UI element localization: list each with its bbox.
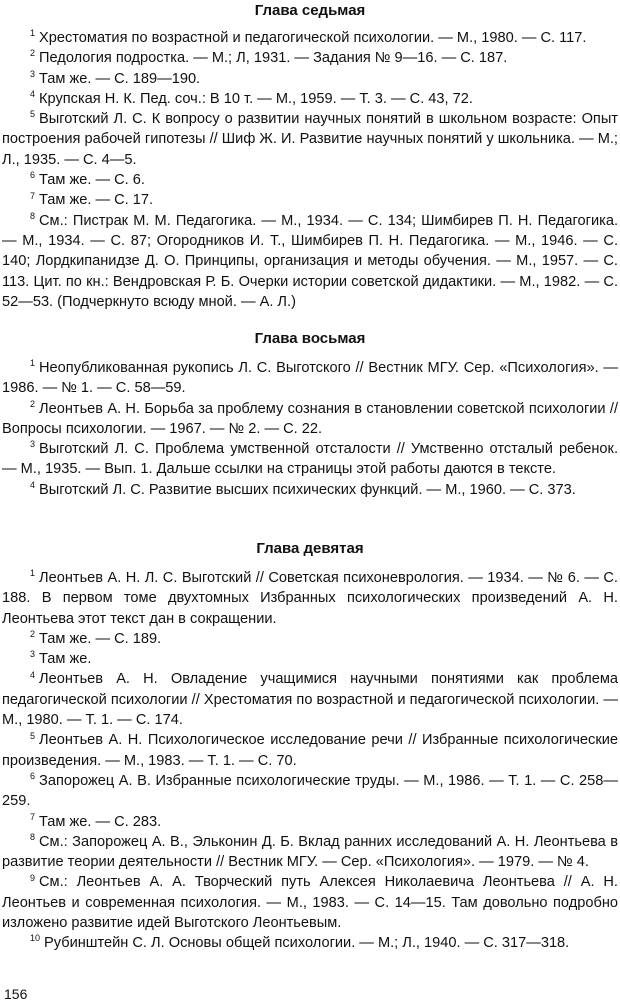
footnote-text: Там же. — С. 17. [39,192,154,209]
footnote-number: 2 [30,48,36,59]
footnote-number: 2 [30,398,36,409]
chapter-title: Глава девятая [256,540,364,557]
chapter-title: Глава восьмая [254,330,366,347]
footnote [2,48,618,68]
footnote [2,812,618,832]
footnote-text: Педология подростка. — М.; Л, 1931. — Задания № 9—16. — С. 187. [39,50,508,67]
footnote-number: 6 [30,170,36,181]
footnote-list [2,358,618,500]
chapter-eight [2,330,618,500]
footnote [2,399,618,440]
footnote-text: Там же. — С. 189—190. [39,70,201,87]
footnote [2,730,618,771]
footnote-number: 3 [30,68,36,79]
footnote-number: 4 [30,89,36,100]
footnote [2,832,618,873]
footnote-number: 9 [30,872,36,883]
footnote-text: См.: Запорожец А. В., Эльконин Д. Б. Вклад ранних исследований А. Н. Леонтьева в развитие теории деятельности // Вестник МГУ. — Сер. «Психология». — 1979. — № 4. [2,833,618,871]
footnote-text: См.: Пистрак М. М. Педагогика. — М., 1934. — С. 134; Шимбирев П. Н. Педагогика. — М., 1934. — С. 87; Огородников И. Т., Шимбирев П. Н. Педагогика. — М., 1946. — С. 140; Лордкипанидзе Д. О. Принципы, организация и методы обучения. — М., 1957. — С. 113. Цит. по кн.: Вендровская Р. Б. Очерки истории советской дидактики. — М., 1982. — С. 52—53. (Подчеркнуто всюду мной. — А. Л.) [2,212,618,310]
footnote-text: Запорожец А. В. Избранные психологические труды. — М., 1986. — Т. 1. — С. 258—259. [2,772,618,810]
footnote [2,933,618,953]
footnote-number: 8 [30,210,36,221]
footnote [2,358,618,399]
footnote-text: Выготский Л. С. К вопросу о развитии научных понятий в школьном возрасте: Опыт построения рабочей гипотезы // Шиф Ж. И. Развитие научных понятий у школьника. — М.; Л., 1935. — С. 4—5. [2,111,618,168]
footnote-text: Неопубликованная рукопись Л. С. Выготского // Вестник МГУ. Сер. «Психология». — 1986. — № 1. — С. 58—59. [2,360,618,397]
footnote-text: См.: Леонтьев А. А. Творческий путь Алексея Николаевича Леонтьева // А. Н. Леонтьев и современная психология. — М., 1983. — С. 14—15. Там довольно подробно изложено развитие идей Выготского Леонтьевым. [2,874,618,932]
footnote [2,568,618,629]
footnote-text: Леонтьев А. Н. Овладение учащимися научными понятиями как проблема педагогической психологии // Хрестоматия по возрастной и педагогической психологии. — М., 1980. — Т. 1. — С. 174. [2,671,618,729]
footnote-number: 8 [30,832,36,842]
footnote-text: Рубинштейн С. Л. Основы общей психологии. — М.; Л., 1940. — С. 317—318. [44,935,570,952]
footnote-text: Там же. [39,651,92,668]
footnote-number: 6 [30,771,36,782]
footnote-number: 1 [30,568,36,579]
footnote-number: 2 [30,629,36,640]
footnote [2,480,618,500]
footnote-text: Там же. — С. 6. [39,172,145,189]
footnote [2,669,618,730]
footnote-number: 1 [30,28,36,39]
footnote [2,190,618,210]
footnote-text: Там же. — С. 189. [39,630,162,647]
footnote-text: Леонтьев А. Н. Борьба за проблему сознания в становлении советской психологии // Вопросы психологии. — 1967. — № 2. — С. 22. [2,400,618,437]
footnote-list [2,568,618,954]
footnote [2,211,618,312]
footnote-number: 5 [30,109,36,120]
footnote [2,28,618,48]
footnote-number: 3 [30,649,36,660]
footnote-text: Выготский Л. С. Развитие высших психических функций. — М., 1960. — С. 373. [39,481,576,498]
footnote [2,771,618,812]
footnote-number: 7 [30,811,36,822]
footnote-number: 5 [30,730,36,741]
footnote [2,89,618,109]
footnote-number: 1 [30,358,36,369]
footnote [2,109,618,170]
footnote-text: Там же. — С. 283. [39,813,162,830]
footnote-number: 4 [30,669,36,680]
footnote [2,170,618,190]
footnote-number: 10 [30,933,41,944]
chapter-nine [2,540,618,954]
footnote-text: Леонтьев А. Н. Л. С. Выготский // Советская психоневрология. — 1934. — № 6. — С. 188. В первом томе двухтомных Избранных психологических произведений А. Н. Леонтьева этот текст дан в сокращении. [2,570,618,627]
footnote-list [2,28,618,312]
page-number: 156 [4,986,28,1002]
footnote [2,629,618,649]
footnote-text: Хрестоматия по возрастной и педагогической психологии. — М., 1980. — С. 117. [39,30,587,46]
footnote-number: 4 [30,479,36,490]
chapter-title: Глава седьмая [254,2,366,19]
footnote [2,69,618,89]
footnote-number: 3 [30,439,36,450]
footnote-text: Выготский Л. С. Проблема умственной отсталости // Умственно отсталый ребенок. — М., 1935. — Вып. 1. Дальше ссылки на страницы этой работы даются в тексте. [2,441,618,478]
footnote-text: Крупская Н. К. Пед. соч.: В 10 т. — М., 1959. — Т. 3. — С. 43, 72. [39,90,473,107]
footnote-text: Леонтьев А. Н. Психологическое исследование речи // Избранные психологические произведения. — М., 1983. — Т. 1. — С. 70. [2,732,618,769]
footnote-number: 7 [30,190,36,201]
footnote [2,649,618,669]
chapter-seven [2,2,618,312]
footnote [2,872,618,933]
footnote [2,439,618,480]
